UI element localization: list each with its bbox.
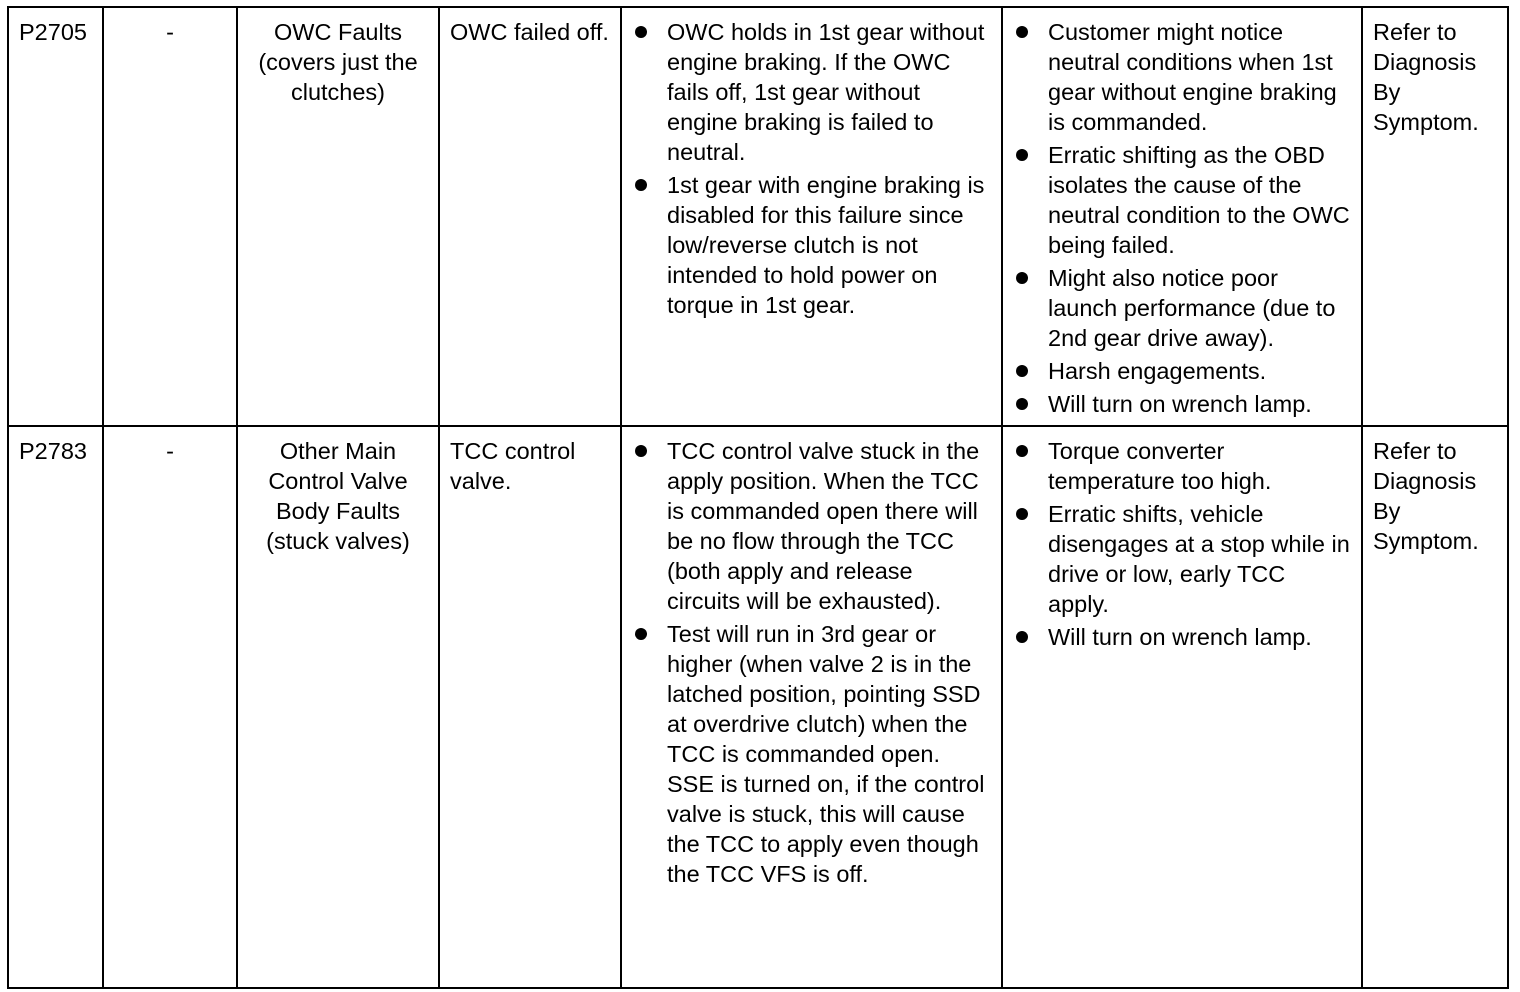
dash-cell (103, 7, 237, 426)
list-item (1013, 389, 1351, 419)
list-item (632, 619, 991, 889)
reference: Refer to Diagnosis By Symptom. (1373, 19, 1479, 135)
bullet-icon (1016, 445, 1028, 457)
list-item-text: Torque converter temperature too high. (1048, 438, 1272, 494)
reference-cell (1362, 7, 1508, 426)
symptom-list (1013, 436, 1351, 652)
bullet-icon (635, 179, 647, 191)
action-list (632, 17, 991, 320)
dtc-code-cell (8, 426, 103, 988)
reference-cell (1362, 426, 1508, 988)
fault-table (7, 6, 1509, 989)
list-item-text: Customer might notice neutral conditions when 1st gear without engine braking is commanded. (1048, 19, 1337, 135)
component: OWC failed off. (450, 19, 609, 45)
table-row (8, 7, 1508, 426)
bullet-icon (635, 26, 647, 38)
dash-cell (103, 426, 237, 988)
bullet-icon (635, 445, 647, 457)
symptom-list (1013, 17, 1351, 419)
symptom-cell (1002, 7, 1362, 426)
action-cell (621, 426, 1002, 988)
list-item-text: 1st gear with engine braking is disabled for this failure since low/reverse clutch is not intended to hold power on torque in 1st gear. (667, 172, 985, 318)
bullet-icon (635, 628, 647, 640)
fault-group: OWC Faults (covers just the clutches) (258, 19, 418, 105)
list-item (1013, 622, 1351, 652)
list-item (1013, 263, 1351, 353)
fault-group-cell (237, 7, 439, 426)
list-item (632, 17, 991, 167)
bullet-icon (1016, 149, 1028, 161)
list-item (632, 170, 991, 320)
bullet-icon (1016, 508, 1028, 520)
component-cell (439, 7, 621, 426)
dtc-code-cell (8, 7, 103, 426)
dtc-code: P2783 (19, 438, 87, 464)
dash-value: - (166, 438, 174, 464)
dash-value: - (166, 19, 174, 45)
symptom-cell (1002, 426, 1362, 988)
list-item (1013, 140, 1351, 260)
component: TCC control valve. (450, 438, 576, 494)
list-item-text: Might also notice poor launch performance (due to 2nd gear drive away). (1048, 265, 1336, 351)
reference: Refer to Diagnosis By Symptom. (1373, 438, 1479, 554)
list-item-text: Test will run in 3rd gear or higher (when valve 2 is in the latched position, pointing SSD at overdrive clutch) when the TCC is commanded open. SSE is turned on, if the control valve is stuck, this will cause the TCC to apply even though the TCC VFS is off. (667, 621, 985, 887)
table-row (8, 426, 1508, 988)
bullet-icon (1016, 272, 1028, 284)
list-item (1013, 436, 1351, 496)
bullet-icon (1016, 631, 1028, 643)
list-item (1013, 17, 1351, 137)
list-item-text: Will turn on wrench lamp. (1048, 391, 1312, 417)
list-item-text: Erratic shifts, vehicle disengages at a stop while in drive or low, early TCC apply. (1048, 501, 1350, 617)
action-list (632, 436, 991, 889)
list-item (1013, 499, 1351, 619)
list-item (632, 436, 991, 616)
list-item-text: Erratic shifting as the OBD isolates the cause of the neutral condition to the OWC being failed. (1048, 142, 1350, 258)
bullet-icon (1016, 398, 1028, 410)
list-item-text: Harsh engagements. (1048, 358, 1267, 384)
fault-group-cell (237, 426, 439, 988)
list-item-text: OWC holds in 1st gear without engine braking. If the OWC fails off, 1st gear without engine braking is failed to neutral. (667, 19, 985, 165)
bullet-icon (1016, 26, 1028, 38)
list-item-text: TCC control valve stuck in the apply position. When the TCC is commanded open there will be no flow through the TCC (both apply and release circuits will be exhausted). (667, 438, 980, 614)
list-item-text: Will turn on wrench lamp. (1048, 624, 1312, 650)
component-cell (439, 426, 621, 988)
list-item (1013, 356, 1351, 386)
fault-group: Other Main Control Valve Body Faults (stuck valves) (266, 438, 410, 554)
bullet-icon (1016, 365, 1028, 377)
dtc-code: P2705 (19, 19, 87, 45)
action-cell (621, 7, 1002, 426)
